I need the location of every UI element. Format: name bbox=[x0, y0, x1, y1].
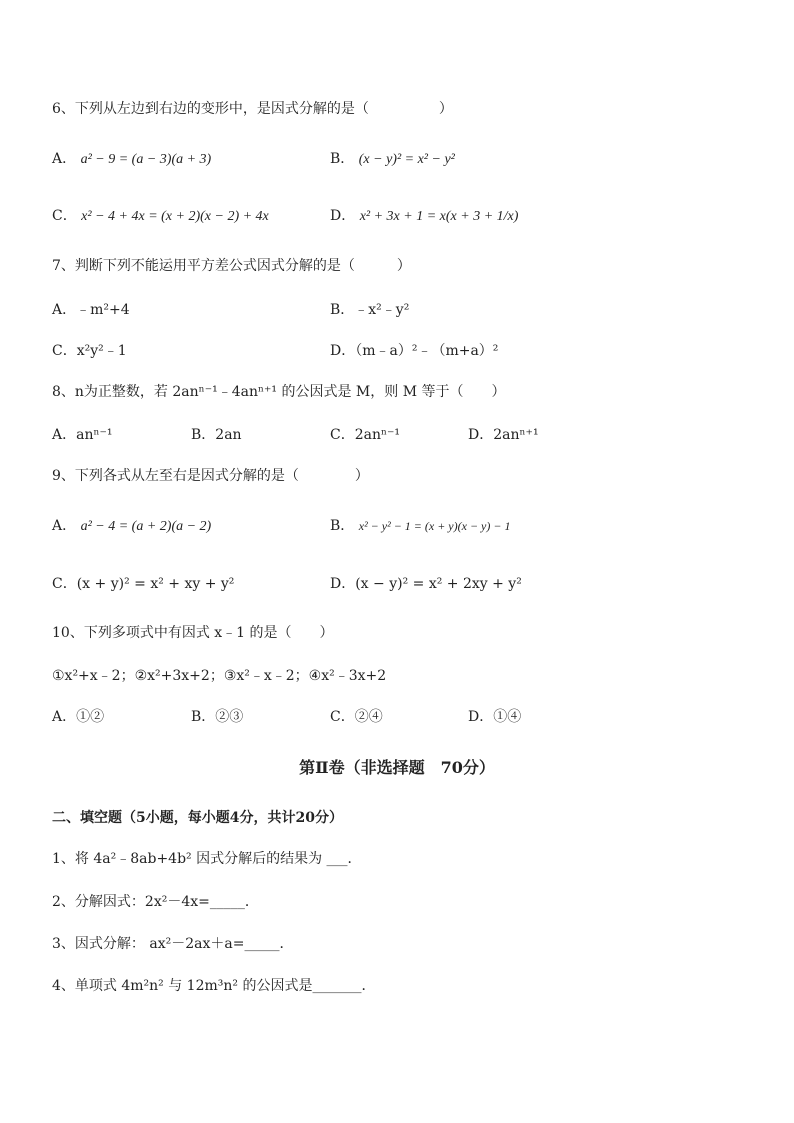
q6-option-c bbox=[52, 206, 269, 227]
q9-option-a bbox=[52, 516, 211, 537]
part-2-title: 第Ⅱ卷（非选择题 70分） bbox=[299, 758, 495, 777]
option-expression: a² − 4 = (a + 2)(a − 2) bbox=[80, 519, 212, 534]
option-expression: (x − y)² = x² − y² bbox=[358, 152, 455, 167]
option-label: A． bbox=[52, 151, 77, 167]
option-label: B． bbox=[330, 518, 355, 534]
q6-option-d bbox=[330, 206, 518, 227]
question-8-stem: 8、n为正整数，若 2anⁿ⁻¹﹣4anⁿ⁺¹ 的公因式是 M，则 M 等于（ ） bbox=[52, 384, 506, 400]
option-label: D． bbox=[330, 208, 356, 224]
option-label: B． bbox=[330, 151, 355, 167]
fill-question-1: 1、将 4a²﹣8ab+4b² 因式分解后的结果为 ___． bbox=[52, 851, 362, 867]
q10-items: ①x²+x﹣2；②x²+3x+2；③x²﹣x﹣2；④x²﹣3x+2 bbox=[52, 668, 387, 684]
q8-option-d: D．2anⁿ⁺¹ bbox=[468, 427, 539, 443]
question-10-stem: 10、下列多项式中有因式 x﹣1 的是（ ） bbox=[52, 625, 334, 641]
q10-option-c: C．②④ bbox=[330, 709, 383, 725]
q8-option-c: C．2anⁿ⁻¹ bbox=[330, 427, 401, 443]
q7-option-a: A．﹣m²+4 bbox=[52, 302, 130, 318]
q9-option-c: C．(x + y)² = x² + xy + y² bbox=[52, 576, 235, 592]
q9-option-b bbox=[330, 516, 510, 536]
option-expression: x² − 4 + 4x = (x + 2)(x − 2) + 4x bbox=[81, 209, 269, 224]
question-6-stem: 6、下列从左边到右边的变形中，是因式分解的是（ ） bbox=[52, 101, 453, 117]
q10-option-a: A．①② bbox=[52, 709, 105, 725]
q8-option-b: B．2an bbox=[191, 427, 242, 443]
q7-option-d: D．（m﹣a）²﹣（m+a）² bbox=[330, 343, 499, 359]
q6-option-a bbox=[52, 149, 211, 170]
fill-question-2: 2、分解因式：2x²－4x=_____． bbox=[52, 894, 259, 910]
option-label: A． bbox=[52, 518, 77, 534]
option-expression: x² − y² − 1 = (x + y)(x − y) − 1 bbox=[358, 519, 511, 533]
fill-question-3: 3、因式分解： ax²－2ax＋a=_____． bbox=[52, 936, 294, 952]
q10-option-d: D．①④ bbox=[468, 709, 522, 725]
option-expression: x² + 3x + 1 = x(x + 3 + 1/x) bbox=[359, 209, 519, 224]
q7-option-c: C．x²y²﹣1 bbox=[52, 343, 127, 359]
q6-option-b bbox=[330, 149, 455, 170]
question-7-stem: 7、判断下列不能运用平方差公式因式分解的是（ ） bbox=[52, 258, 411, 274]
fill-question-4: 4、单项式 4m²n² 与 12m³n² 的公因式是_______． bbox=[52, 978, 376, 994]
q8-option-a: A．anⁿ⁻¹ bbox=[52, 427, 113, 443]
q10-option-b: B．②③ bbox=[191, 709, 244, 725]
question-9-stem: 9、下列各式从左至右是因式分解的是（ ） bbox=[52, 468, 369, 484]
q9-option-d: D．(x − y)² = x² + 2xy + y² bbox=[330, 576, 522, 592]
section-2-header: 二、填空题（5小题，每小题4分，共计20分） bbox=[52, 810, 343, 826]
q7-option-b: B．﹣x²﹣y² bbox=[330, 302, 410, 318]
option-label: C． bbox=[52, 208, 77, 224]
option-expression: a² − 9 = (a − 3)(a + 3) bbox=[80, 152, 212, 167]
